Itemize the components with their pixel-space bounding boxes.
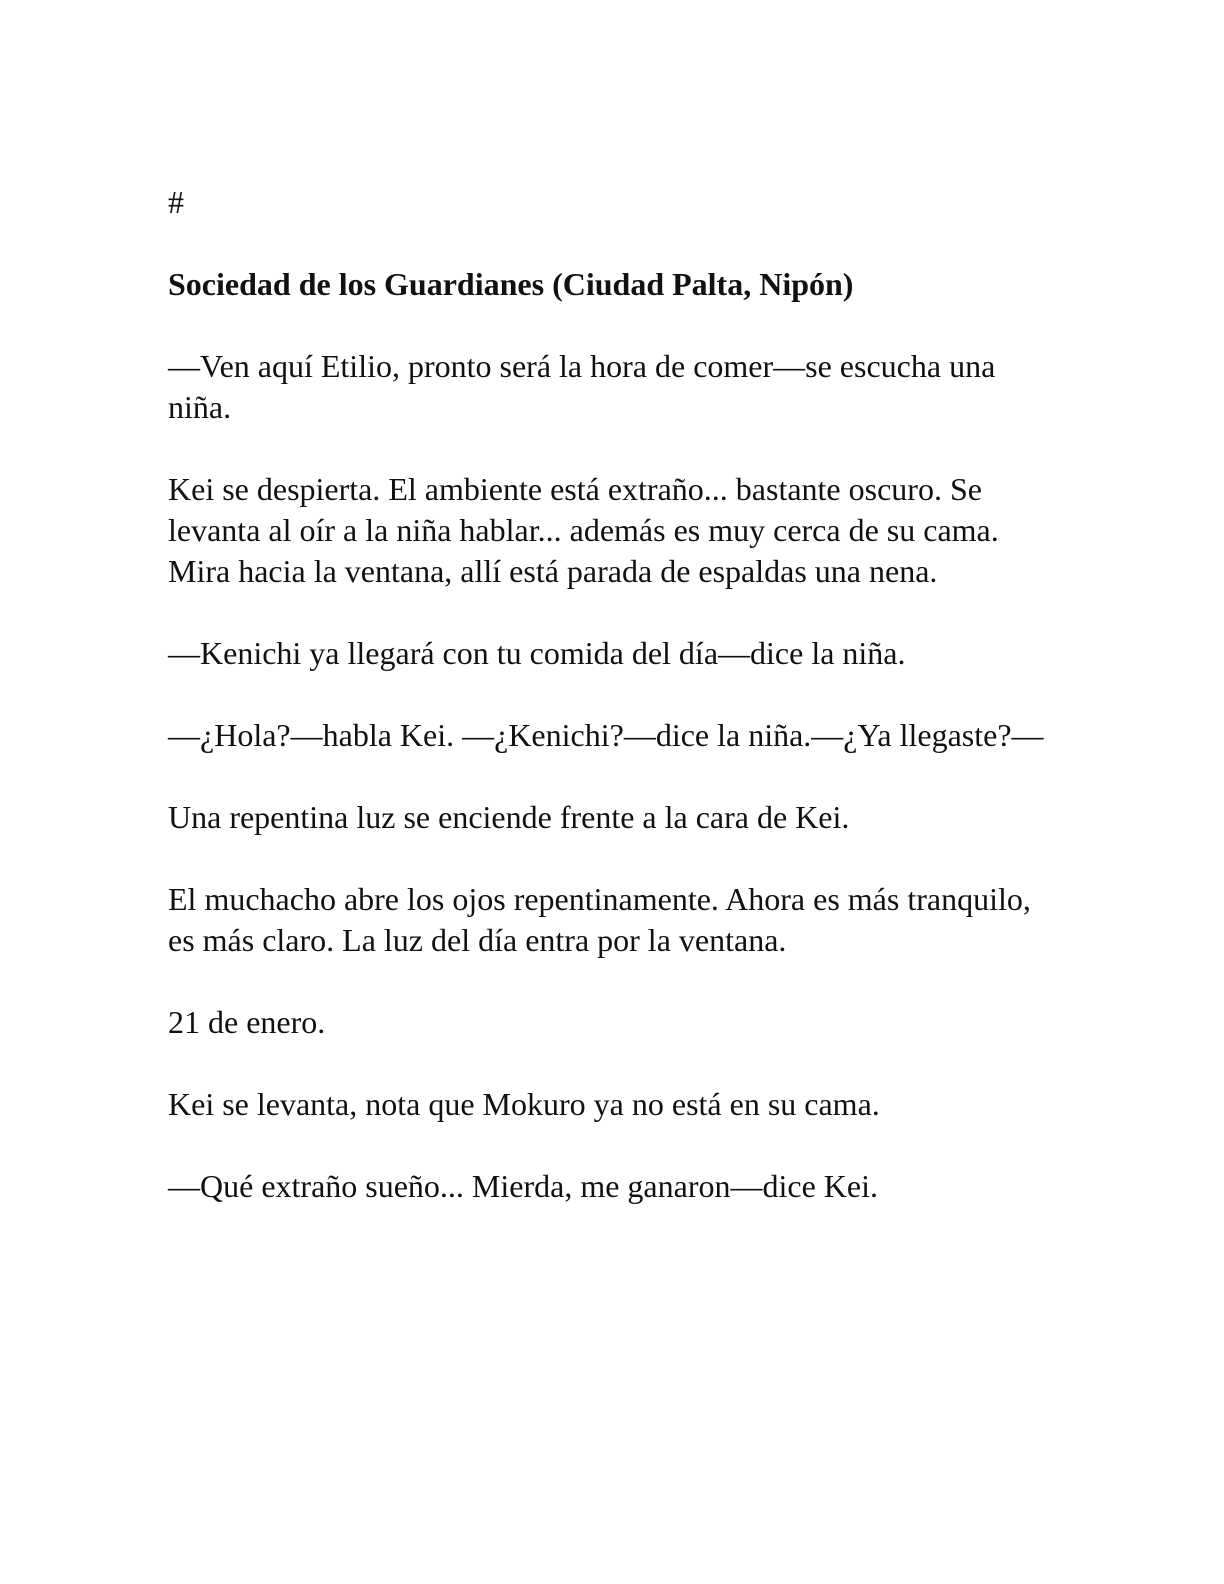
- section-marker: #: [168, 184, 184, 220]
- section-heading: Sociedad de los Guardianes (Ciudad Palta, Nipón): [168, 266, 854, 302]
- paragraph: —Kenichi ya llegará con tu comida del día—dice la niña.: [168, 635, 906, 671]
- paragraph: —Qué extraño sueño... Mierda, me ganaron—dice Kei.: [168, 1168, 878, 1204]
- paragraph: Una repentina luz se enciende frente a la cara de Kei.: [168, 799, 850, 835]
- document-page: [168, 182, 1048, 1248]
- paragraph: —Ven aquí Etilio, pronto será la hora de comer—se escucha una niña.: [168, 348, 996, 425]
- paragraph: Kei se levanta, nota que Mokuro ya no está en su cama.: [168, 1086, 880, 1122]
- paragraph: Kei se despierta. El ambiente está extraño... bastante oscuro. Se levanta al oír a la niña hablar... además es muy cerca de su cama. Mira hacia la ventana, allí está parada de espaldas una nena.: [168, 471, 999, 589]
- paragraph: —¿Hola?—habla Kei. —¿Kenichi?—dice la niña.—¿Ya llegaste?—: [168, 717, 1044, 753]
- paragraph: El muchacho abre los ojos repentinamente. Ahora es más tranquilo, es más claro. La luz del día entra por la ventana.: [168, 881, 1031, 958]
- date-line: 21 de enero.: [168, 1004, 326, 1040]
